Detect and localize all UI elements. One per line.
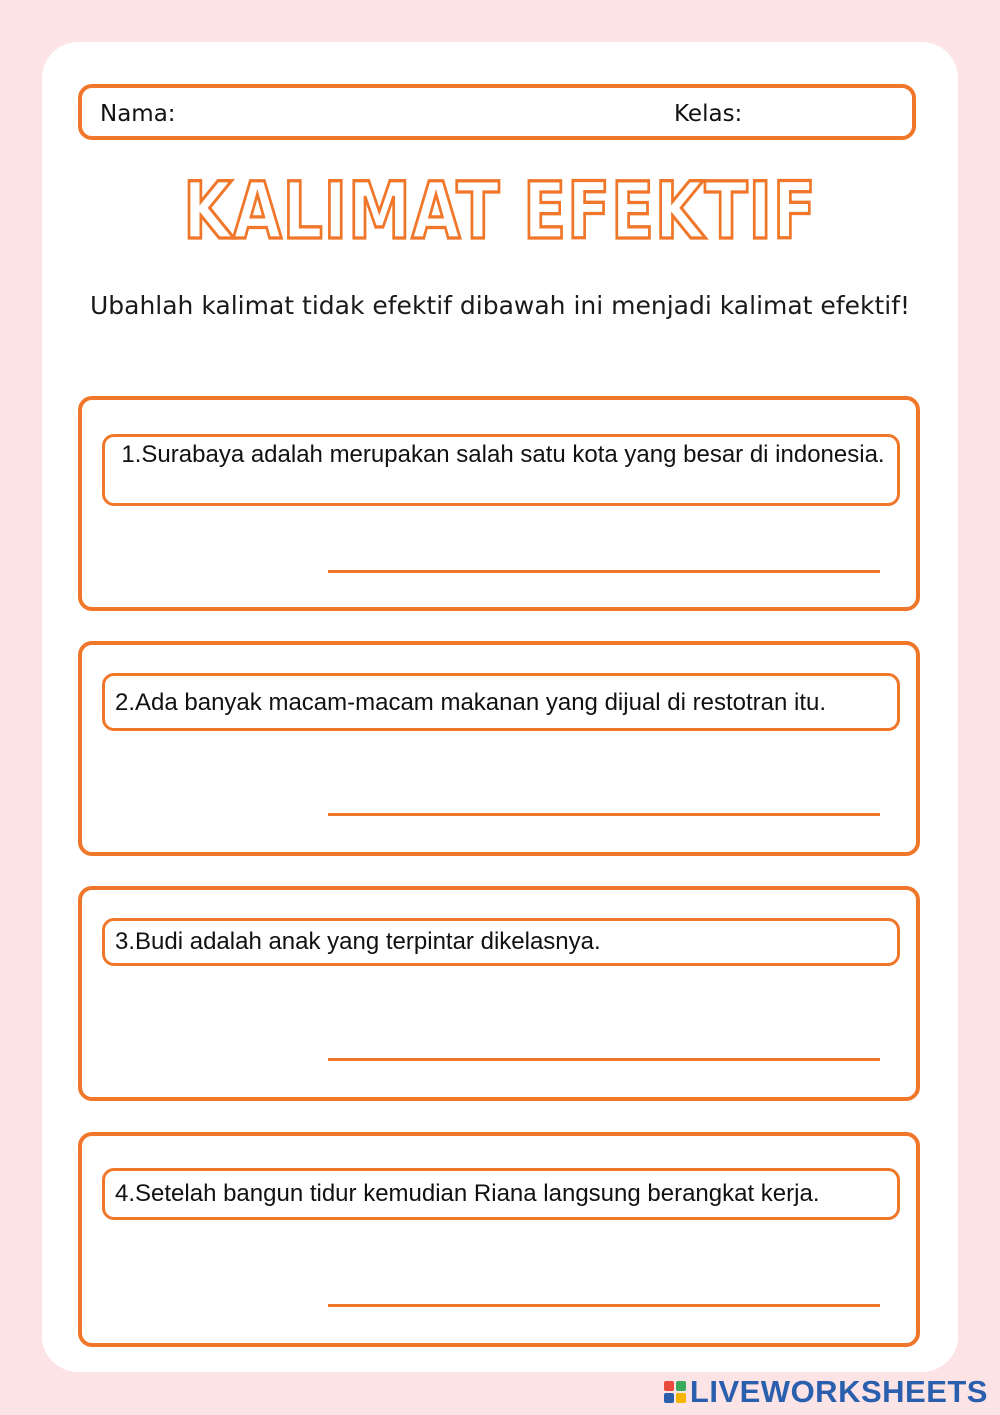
liveworksheets-logo-icon <box>664 1381 686 1403</box>
logo-square <box>664 1393 674 1403</box>
question-text-2: 2.Ada banyak macam-macam makanan yang dijual di restotran itu. <box>102 673 900 731</box>
logo-square <box>676 1393 686 1403</box>
worksheet-title: KALIMAT EFEKTIF <box>183 165 817 258</box>
question-card-2 <box>78 641 920 856</box>
answer-line-3[interactable] <box>328 1058 880 1061</box>
brand-name: LIVEWORKSHEETS <box>689 1374 988 1409</box>
question-text-4: 4.Setelah bangun tidur kemudian Riana langsung berangkat kerja. <box>102 1168 900 1220</box>
question-card-3 <box>78 886 920 1101</box>
student-info-bar <box>78 84 916 140</box>
logo-square <box>664 1381 674 1391</box>
class-label: Kelas: <box>674 101 743 127</box>
question-text-3: 3.Budi adalah anak yang terpintar dikelasnya. <box>102 918 900 966</box>
liveworksheets-footer <box>664 1374 988 1410</box>
logo-square <box>676 1381 686 1391</box>
answer-line-2[interactable] <box>328 813 880 816</box>
name-label: Nama: <box>100 101 176 127</box>
question-card-4 <box>78 1132 920 1347</box>
answer-line-4[interactable] <box>328 1304 880 1307</box>
instruction-text: Ubahlah kalimat tidak efektif dibawah ini menjadi kalimat efektif! <box>89 291 911 320</box>
question-text-1: 1.Surabaya adalah merupakan salah satu kota yang besar di indonesia. <box>102 434 900 506</box>
question-card-1 <box>78 396 920 611</box>
answer-line-1[interactable] <box>328 570 880 573</box>
